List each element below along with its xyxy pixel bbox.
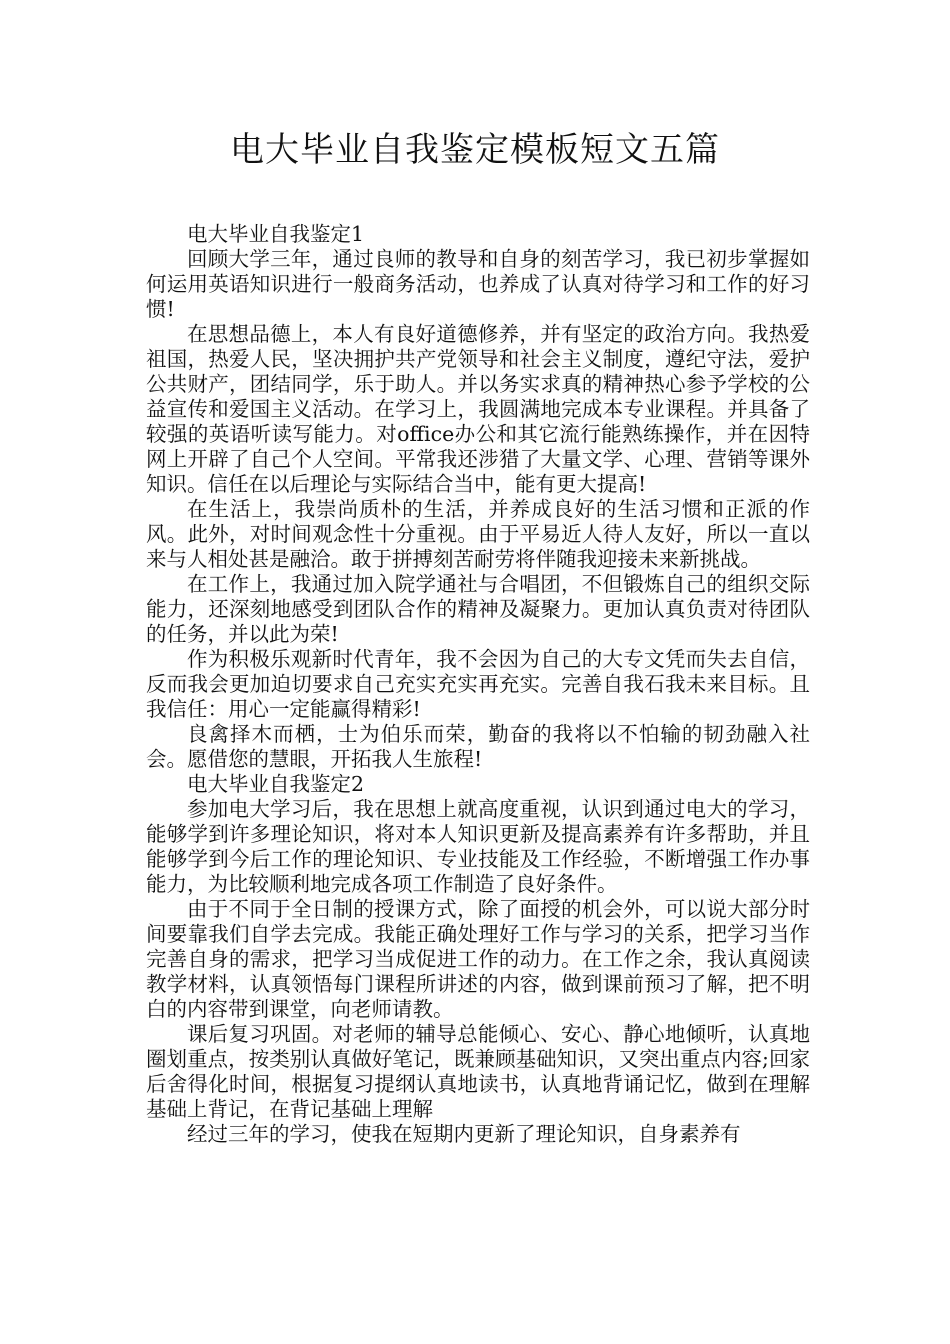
document-title: 电大毕业自我鉴定模板短文五篇	[230, 130, 720, 170]
paragraph: 作为积极乐观新时代青年，我不会因为自己的大专文凭而失去自信，反而我会更加迫切要求自己充实充实再充实。完善自我石我未来目标。且我信任：用心一定能赢得精彩!	[146, 647, 810, 721]
paragraph: 由于不同于全日制的授课方式，除了面授的机会外，可以说大部分时间要靠我们自学去完成。我能正确处理好工作与学习的关系，把学习当作完善自身的需求，把学习当成促进工作的动力。在工作之余，我认真阅读教学材料，认真领悟每门课程所讲述的内容，做到课前预习了解，把不明白的内容带到课堂，向老师请教。	[146, 897, 810, 1021]
paragraph: 在生活上，我崇尚质朴的生活，并养成良好的生活习惯和正派的作风。此外，对时间观念性十分重视。由于平易近人待人友好，所以一直以来与人相处甚是融洽。敢于拼搏刻苦耐劳将伴随我迎接未来新挑战。	[146, 497, 810, 571]
paragraph: 参加电大学习后，我在思想上就高度重视，认识到通过电大的学习，能够学到许多理论知识，将对本人知识更新及提高素养有许多帮助，并且能够学到今后工作的理论知识、专业技能及工作经验，不断增强工作办事能力，为比较顺利地完成各项工作制造了良好条件。	[146, 797, 810, 896]
document-body	[146, 222, 810, 1147]
section-heading-2: 电大毕业自我鉴定2	[187, 772, 365, 796]
section-heading-1: 电大毕业自我鉴定1	[187, 222, 365, 246]
paragraph: 良禽择木而栖，士为伯乐而荣，勤奋的我将以不怕输的韧劲融入社会。愿借您的慧眼，开拓我人生旅程!	[146, 722, 810, 771]
paragraph: 在工作上，我通过加入院学通社与合唱团，不但锻炼自己的组织交际能力，还深刻地感受到团队合作的精神及凝聚力。更加认真负责对待团队的任务，并以此为荣!	[146, 572, 810, 646]
paragraph: 经过三年的学习，使我在短期内更新了理论知识，自身素养有	[187, 1122, 741, 1146]
paragraph: 回顾大学三年，通过良师的教导和自身的刻苦学习，我已初步掌握如何运用英语知识进行一般商务活动，也养成了认真对待学习和工作的好习惯!	[146, 247, 810, 321]
paragraph: 课后复习巩固。对老师的辅导总能倾心、安心、静心地倾听，认真地圈划重点，按类别认真做好笔记，既兼顾基础知识，又突出重点内容;回家后舍得化时间，根据复习提纲认真地读书，认真地背诵记忆，做到在理解基础上背记，在背记基础上理解	[146, 1022, 810, 1121]
paragraph: 在思想品德上，本人有良好道德修养，并有坚定的政治方向。我热爱祖国，热爱人民，坚决拥护共产党领导和社会主义制度，遵纪守法，爱护公共财产，团结同学，乐于助人。并以务实求真的精神热心参予学校的公益宣传和爱国主义活动。在学习上，我圆满地完成本专业课程。并具备了较强的英语听读写能力。对office办公和其它流行能熟练操作，并在因特网上开辟了自己个人空间。平常我还涉猎了大量文学、心理、营销等课外知识。信任在以后理论与实际结合当中，能有更大提高!	[146, 322, 810, 496]
